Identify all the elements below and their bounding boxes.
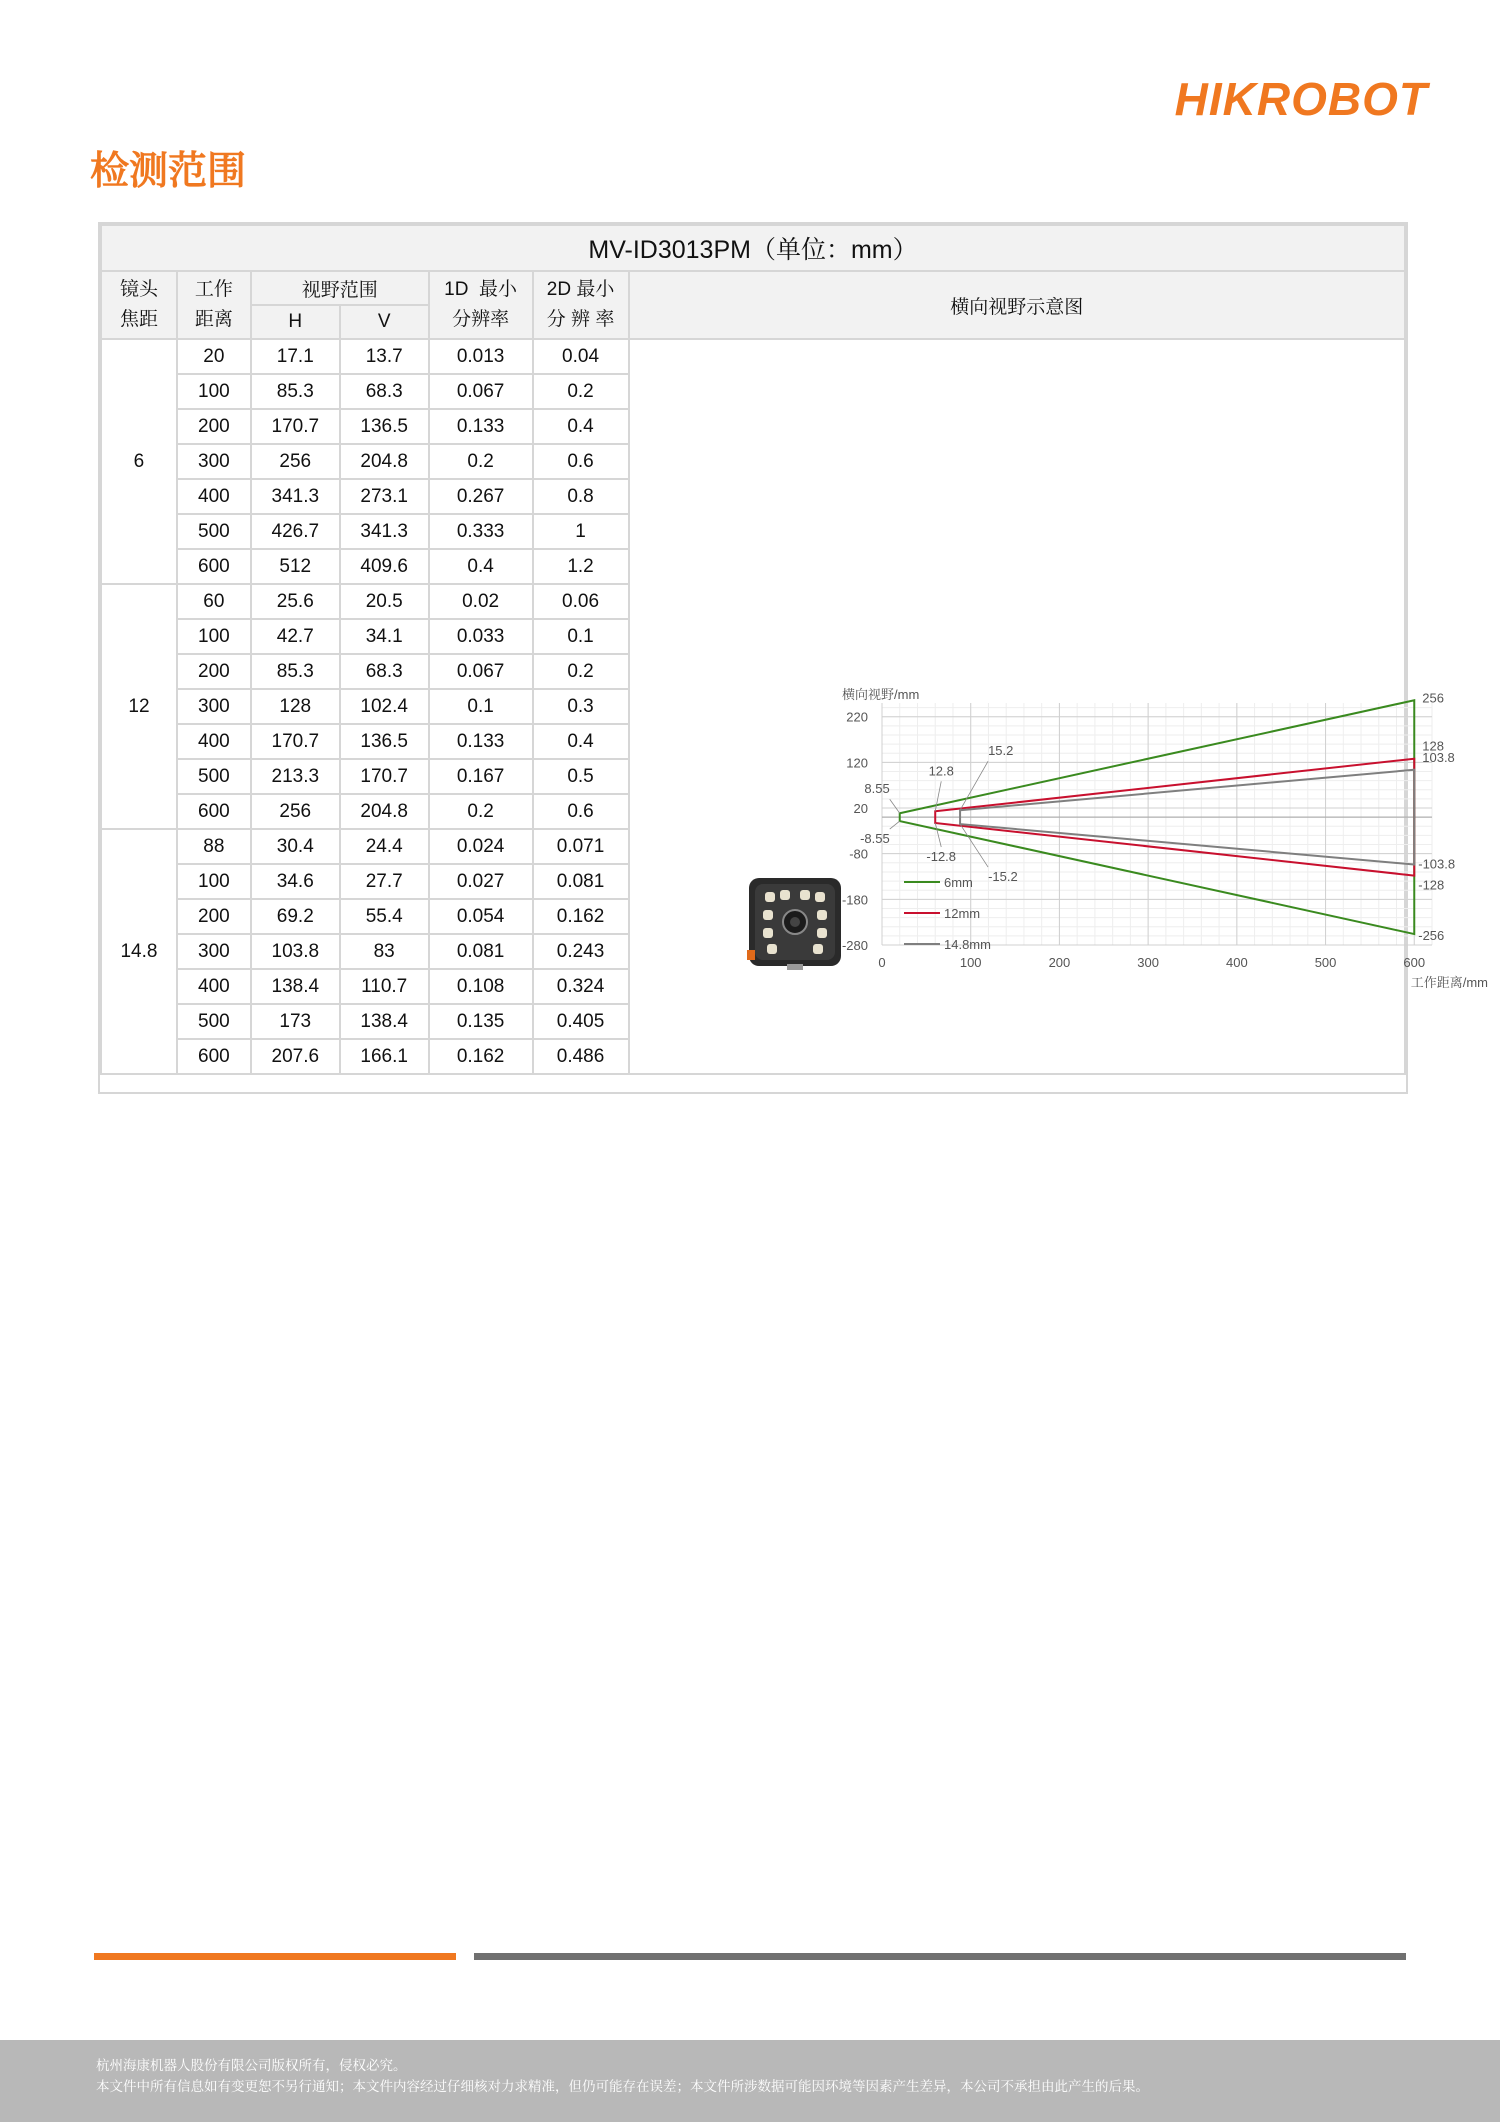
res-1d-cell: 0.067 [429, 374, 533, 409]
fov-h-cell: 341.3 [251, 479, 340, 514]
res-1d-cell: 0.108 [429, 969, 533, 1004]
series-start-label: -8.55 [860, 831, 890, 847]
series-end-label: 103.8 [1422, 749, 1455, 765]
working-distance-cell: 200 [177, 409, 251, 444]
x-tick-label: 400 [1225, 955, 1248, 970]
focal-length-cell: 14.8 [101, 829, 177, 1074]
working-distance-cell: 200 [177, 899, 251, 934]
working-distance-cell: 600 [177, 549, 251, 584]
copyright-notice: 杭州海康机器人股份有限公司版权所有，侵权必究。 [96, 2058, 407, 2074]
res-2d-cell: 0.081 [533, 864, 629, 899]
fov-h-cell: 138.4 [251, 969, 340, 1004]
res-1d-cell: 0.067 [429, 654, 533, 689]
hikrobot-logo: HIKROBOT [1174, 73, 1428, 125]
res-1d-cell: 0.133 [429, 409, 533, 444]
fov-v-cell: 273.1 [340, 479, 429, 514]
res-2d-cell: 0.8 [533, 479, 629, 514]
working-distance-cell: 200 [177, 654, 251, 689]
fov-h-cell: 30.4 [251, 829, 340, 864]
fov-h-cell: 170.7 [251, 724, 340, 759]
x-tick-label: 100 [959, 955, 982, 970]
fov-h-cell: 426.7 [251, 514, 340, 549]
series-start-label: 15.2 [988, 743, 1014, 759]
disclaimer: 本文件中所有信息如有变更恕不另行通知；本文件内容经过仔细核对力求精准，但仍可能存在误差；本文件所涉数据可能因环境等因素产生差异，本公司不承担由此产生的后果。 [96, 2079, 1149, 2095]
series-end-label: -128 [1418, 877, 1445, 893]
footer [0, 2040, 1500, 2122]
fov-v-cell: 83 [340, 934, 429, 969]
fov-v-cell: 13.7 [340, 339, 429, 374]
res-2d-cell: 0.6 [533, 444, 629, 479]
res-1d-cell: 0.033 [429, 619, 533, 654]
res-1d-cell: 0.162 [429, 1039, 533, 1074]
leader-line [935, 781, 941, 811]
focal-length-cell: 6 [101, 339, 177, 584]
header-diagram: 横向视野示意图 [629, 271, 1405, 339]
working-distance-cell: 100 [177, 864, 251, 899]
working-distance-cell: 500 [177, 759, 251, 794]
y-tick-label: -180 [841, 892, 868, 908]
fov-h-cell: 213.3 [251, 759, 340, 794]
fov-v-cell: 68.3 [340, 374, 429, 409]
legend-label: 12mm [944, 905, 981, 921]
fov-v-cell: 68.3 [340, 654, 429, 689]
y-tick-label: 120 [846, 755, 868, 771]
res-1d-cell: 0.135 [429, 1004, 533, 1039]
working-distance-cell: 300 [177, 444, 251, 479]
fov-h-cell: 103.8 [251, 934, 340, 969]
footer-rule [474, 1953, 1406, 1960]
fov-h-cell: 173 [251, 1004, 340, 1039]
fov-chart [830, 679, 1490, 1009]
working-distance-cell: 600 [177, 1039, 251, 1074]
res-2d-cell: 0.06 [533, 584, 629, 619]
res-1d-cell: 0.024 [429, 829, 533, 864]
header-field-of-view: 视野范围 [251, 271, 429, 305]
fov-h-cell: 207.6 [251, 1039, 340, 1074]
x-tick-label: 600 [1403, 955, 1426, 970]
fov-h-cell: 85.3 [251, 374, 340, 409]
working-distance-cell: 300 [177, 934, 251, 969]
fov-v-cell: 204.8 [340, 444, 429, 479]
res-1d-cell: 0.4 [429, 549, 533, 584]
working-distance-cell: 60 [177, 584, 251, 619]
res-2d-cell: 0.6 [533, 794, 629, 829]
res-1d-cell: 0.167 [429, 759, 533, 794]
fov-h-cell: 256 [251, 794, 340, 829]
working-distance-cell: 88 [177, 829, 251, 864]
fov-v-cell: 110.7 [340, 969, 429, 1004]
fov-h-cell: 34.6 [251, 864, 340, 899]
working-distance-cell: 100 [177, 619, 251, 654]
res-1d-cell: 0.133 [429, 724, 533, 759]
x-tick-label: 0 [878, 955, 886, 970]
fov-v-cell: 409.6 [340, 549, 429, 584]
focal-length-cell: 12 [101, 584, 177, 829]
fov-v-cell: 341.3 [340, 514, 429, 549]
fov-v-cell: 102.4 [340, 689, 429, 724]
series-end-label: -103.8 [1418, 856, 1456, 872]
res-2d-cell: 0.2 [533, 654, 629, 689]
res-1d-cell: 0.081 [429, 934, 533, 969]
table-row [101, 339, 1405, 374]
y-tick-label: -280 [841, 938, 868, 953]
res-2d-cell: 1.2 [533, 549, 629, 584]
x-tick-label: 500 [1314, 955, 1337, 970]
y-tick-label: 20 [853, 801, 868, 817]
fov-h-cell: 85.3 [251, 654, 340, 689]
res-2d-cell: 0.2 [533, 374, 629, 409]
fov-h-cell: 170.7 [251, 409, 340, 444]
fov-h-cell: 42.7 [251, 619, 340, 654]
leader-line [890, 799, 900, 813]
x-axis-title: 工作距离/mm [1410, 975, 1488, 990]
res-1d-cell: 0.333 [429, 514, 533, 549]
res-2d-cell: 0.405 [533, 1004, 629, 1039]
footer-rule-accent [94, 1953, 456, 1960]
res-2d-cell: 0.071 [533, 829, 629, 864]
working-distance-cell: 400 [177, 724, 251, 759]
fov-h-cell: 128 [251, 689, 340, 724]
working-distance-cell: 300 [177, 689, 251, 724]
res-2d-cell: 0.243 [533, 934, 629, 969]
fov-v-cell: 170.7 [340, 759, 429, 794]
fov-v-cell: 24.4 [340, 829, 429, 864]
working-distance-cell: 500 [177, 1004, 251, 1039]
res-2d-cell: 0.04 [533, 339, 629, 374]
res-1d-cell: 0.2 [429, 794, 533, 829]
header-working-distance: 工作 距离 [177, 271, 251, 339]
fov-v-cell: 34.1 [340, 619, 429, 654]
res-1d-cell: 0.267 [429, 479, 533, 514]
res-1d-cell: 0.054 [429, 899, 533, 934]
fov-h-cell: 17.1 [251, 339, 340, 374]
series-end-label: 256 [1422, 690, 1444, 706]
working-distance-cell: 20 [177, 339, 251, 374]
res-2d-cell: 0.4 [533, 724, 629, 759]
leader-line [960, 761, 988, 810]
header-focal-length: 镜头 焦距 [101, 271, 177, 339]
res-2d-cell: 0.162 [533, 899, 629, 934]
series-start-label: 8.55 [864, 781, 890, 797]
fov-v-cell: 136.5 [340, 724, 429, 759]
header-h: H [251, 305, 340, 339]
res-2d-cell: 0.3 [533, 689, 629, 724]
res-2d-cell: 0.4 [533, 409, 629, 444]
res-2d-cell: 0.1 [533, 619, 629, 654]
working-distance-cell: 100 [177, 374, 251, 409]
res-2d-cell: 1 [533, 514, 629, 549]
fov-v-cell: 55.4 [340, 899, 429, 934]
leader-line [890, 821, 900, 829]
res-2d-cell: 0.486 [533, 1039, 629, 1074]
res-1d-cell: 0.2 [429, 444, 533, 479]
fov-h-cell: 25.6 [251, 584, 340, 619]
header-1d-resolution: 1D 最小 分辨率 [429, 271, 533, 339]
header-2d-resolution: 2D 最小 分 辨 率 [533, 271, 629, 339]
table-title: MV-ID3013PM（单位：mm） [101, 225, 1405, 271]
res-1d-cell: 0.013 [429, 339, 533, 374]
legend-label: 14.8mm [944, 936, 991, 952]
fov-v-cell: 138.4 [340, 1004, 429, 1039]
fov-h-cell: 256 [251, 444, 340, 479]
fov-v-cell: 20.5 [340, 584, 429, 619]
working-distance-cell: 600 [177, 794, 251, 829]
working-distance-cell: 500 [177, 514, 251, 549]
y-tick-label: 220 [846, 709, 868, 725]
res-2d-cell: 0.324 [533, 969, 629, 1004]
x-tick-label: 300 [1137, 955, 1159, 970]
res-1d-cell: 0.1 [429, 689, 533, 724]
working-distance-cell: 400 [177, 479, 251, 514]
series-start-label: -12.8 [926, 848, 957, 864]
fov-v-cell: 166.1 [340, 1039, 429, 1074]
section-title: 检测范围 [90, 149, 247, 194]
y-tick-label: -80 [849, 846, 868, 862]
fov-v-cell: 27.7 [340, 864, 429, 899]
res-1d-cell: 0.02 [429, 584, 533, 619]
legend-label: 6mm [944, 874, 973, 890]
leader-line [960, 824, 988, 867]
y-axis-title: 横向视野/mm [842, 687, 920, 702]
series-start-label: -15.2 [988, 869, 1018, 885]
header-v: V [340, 305, 429, 339]
x-tick-label: 200 [1048, 955, 1071, 970]
fov-v-cell: 204.8 [340, 794, 429, 829]
working-distance-cell: 400 [177, 969, 251, 1004]
fov-h-cell: 69.2 [251, 899, 340, 934]
spec-table-panel [98, 222, 1488, 1094]
res-2d-cell: 0.5 [533, 759, 629, 794]
fov-h-cell: 512 [251, 549, 340, 584]
series-end-label: 128 [1422, 738, 1444, 754]
fov-v-cell: 136.5 [340, 409, 429, 444]
series-end-label: -256 [1418, 928, 1445, 944]
res-1d-cell: 0.027 [429, 864, 533, 899]
series-start-label: 12.8 [928, 763, 954, 779]
